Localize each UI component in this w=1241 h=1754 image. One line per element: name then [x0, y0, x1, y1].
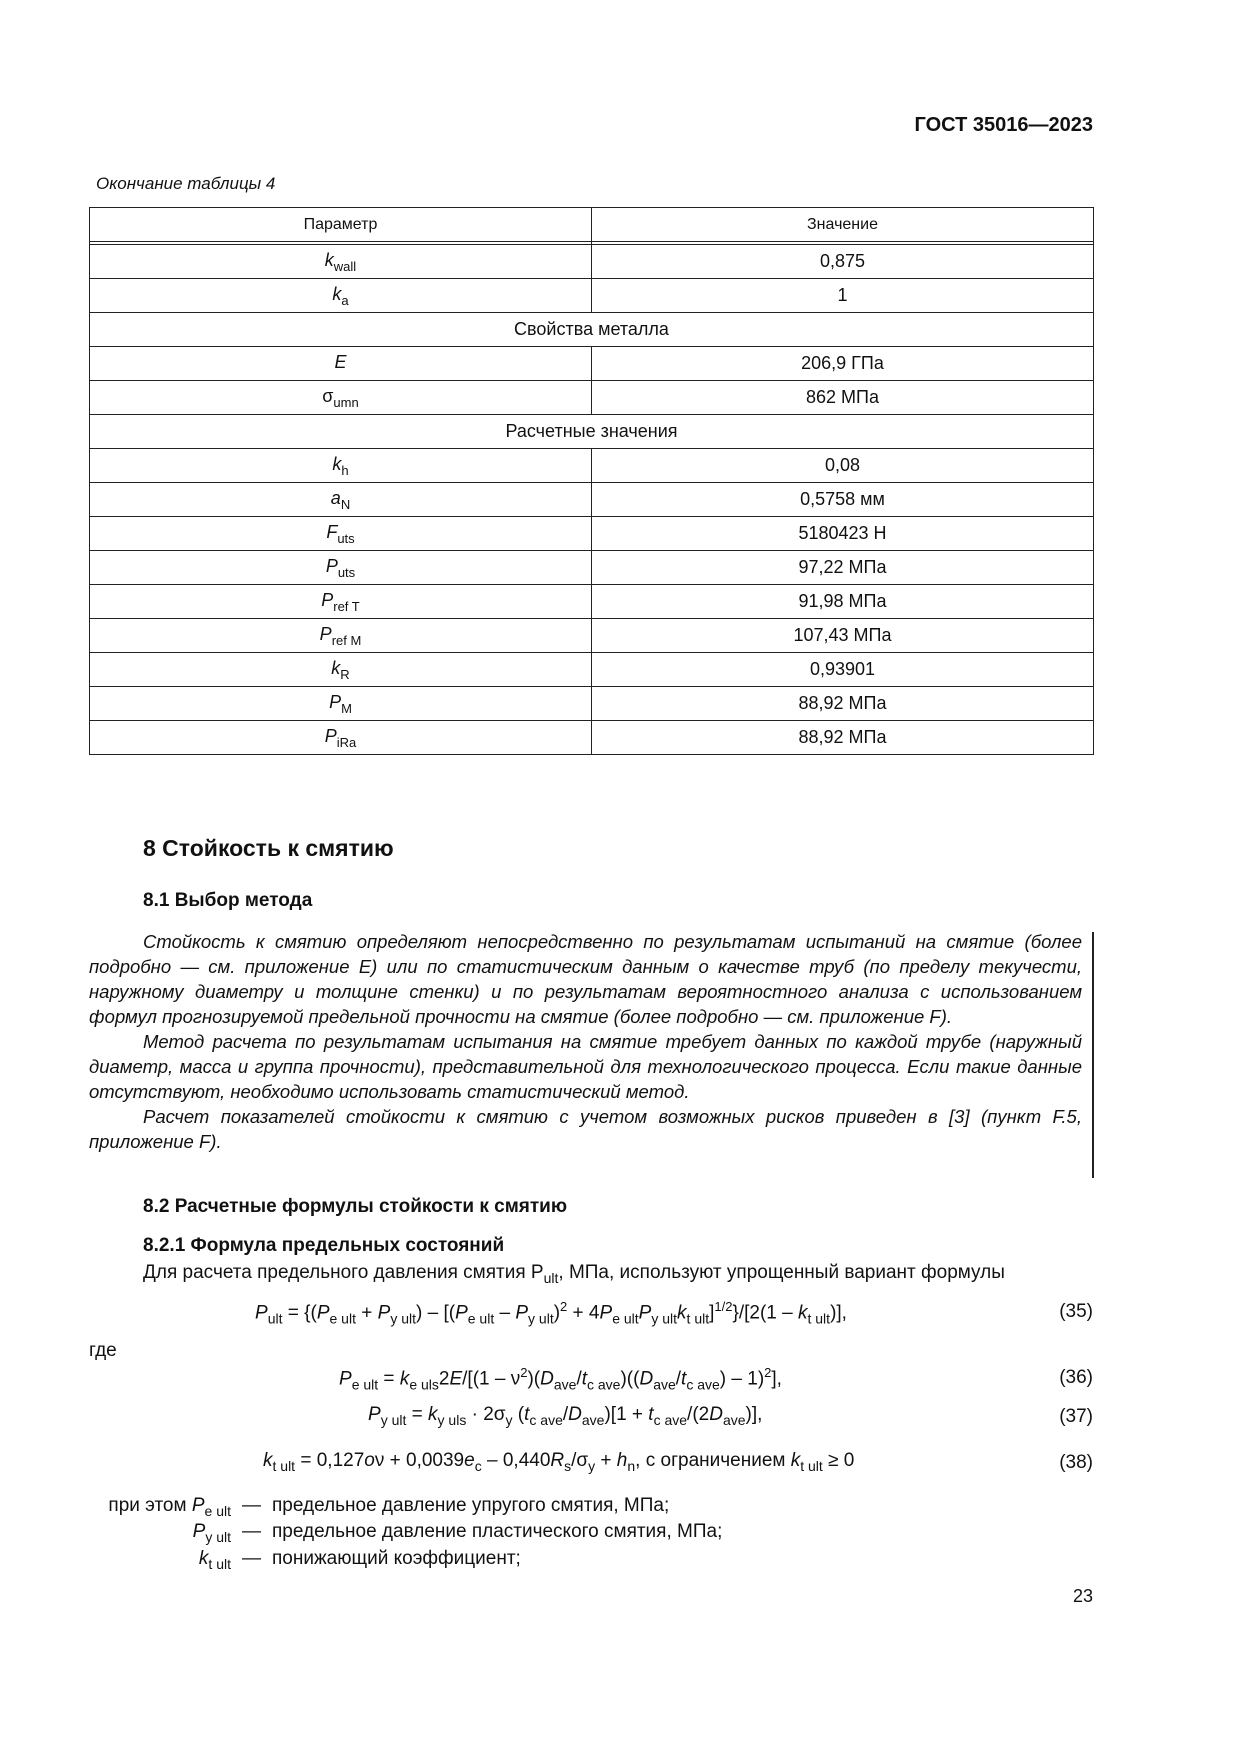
column-header-parameter: Параметр — [90, 208, 592, 242]
method-selection-text — [89, 929, 1082, 1154]
table-row — [90, 245, 1094, 279]
table-row — [90, 721, 1094, 755]
value-cell: 88,92 МПа — [592, 687, 1094, 721]
table-row — [90, 347, 1094, 381]
equation-number: (36) — [1059, 1367, 1093, 1388]
parameter-symbol: P — [321, 589, 334, 610]
parameter-symbol: P — [319, 623, 332, 644]
value-cell: 0,08 — [592, 449, 1094, 483]
section-8-1-heading: 8.1 Выбор метода — [143, 890, 313, 911]
value-cell: 862 МПа — [592, 381, 1094, 415]
parameter-symbol: σ — [322, 385, 334, 406]
paragraph: Расчет показателей стойкости к смятию с учетом возможных рисков приведен в [3] (пункт F.5, приложение F). — [89, 1106, 1082, 1152]
document-code: ГОСТ 35016—2023 — [914, 114, 1093, 136]
parameter-symbol: F — [326, 521, 338, 542]
parameter-subscript: M — [341, 700, 352, 716]
table-section-row — [90, 313, 1094, 347]
formula-37: $P_{y ult} = k_{y uls} \cdot 2\sigma_y$ $(t_{c ave}/D_{ave})[1 + t_{c ave}/(2D_{ave})]$, — [368, 1404, 763, 1428]
definition-text: предельное давление упругого смятия, МПа; — [272, 1495, 670, 1516]
table-row — [90, 279, 1094, 313]
definition-item — [0, 1521, 1241, 1549]
section-label: Свойства металла — [90, 313, 1094, 347]
definition-symbol: k — [198, 1548, 209, 1569]
formula-36: $P_{e ult} = k_{e uls}2E/[(1 - \nu^2)(D_{ave}/t_{c ave})((D_{ave}/t_{c ave}) - 1)^2]$, — [339, 1365, 782, 1393]
parameter-cell — [90, 619, 592, 653]
table-row — [90, 381, 1094, 415]
parameter-subscript: ref M — [331, 632, 362, 648]
definition-text: предельное давление пластического смятия, МПа; — [272, 1521, 723, 1542]
formula-intro — [143, 1262, 1005, 1286]
value-cell: 206,9 ГПа — [592, 347, 1094, 381]
parameter-cell — [90, 721, 592, 755]
table-row — [90, 585, 1094, 619]
parameter-cell — [90, 245, 592, 279]
parameter-cell — [90, 585, 592, 619]
parameter-symbol: k — [332, 283, 342, 304]
table-caption: Окончание таблицы 4 — [96, 174, 276, 193]
parameter-subscript: uts — [337, 564, 356, 580]
definition-item — [0, 1495, 1241, 1523]
equation-number: (37) — [1059, 1406, 1093, 1427]
value-cell: 91,98 МПа — [592, 585, 1094, 619]
section-8-2-1-heading: 8.2.1 Формула предельных состояний — [143, 1235, 505, 1256]
table-row — [90, 517, 1094, 551]
value-cell: 97,22 МПа — [592, 551, 1094, 585]
parameter-subscript: R — [340, 666, 350, 682]
definition-prefix: при этом — [108, 1495, 192, 1516]
paragraph: Метод расчета по результатам испытания на смятие требует данных по каждой трубе (наружный диаметр, масса и группа прочности), представительной для технологического процесса. Если такие данные отсутствуют, необходимо использовать статистический метод. — [89, 1031, 1082, 1102]
table-row — [90, 653, 1094, 687]
value-cell: 5180423 Н — [592, 517, 1094, 551]
definition-symbol: P — [192, 1521, 206, 1542]
parameter-cell — [90, 347, 592, 381]
definition-subscript: y ult — [205, 1529, 231, 1545]
parameter-cell — [90, 687, 592, 721]
parameter-symbol: P — [329, 691, 342, 712]
value-cell: 0,875 — [592, 245, 1094, 279]
formula-38: $k_{t ult} = 0,127o\nu + 0,0039e_c - 0,440R_s/\sigma_y + h_n$, с ограничением $k_{t ult} \ge 0$ — [263, 1450, 855, 1474]
where-label: где — [89, 1340, 117, 1361]
intro-text: Для расчета предельного давления смятия P — [143, 1262, 544, 1283]
parameter-symbol: k — [332, 453, 342, 474]
parameter-symbol: k — [324, 249, 334, 270]
definition-subscript: e ult — [204, 1503, 231, 1519]
equation-number: (38) — [1059, 1452, 1093, 1473]
definition-dash: — — [242, 1548, 261, 1569]
table-row — [90, 687, 1094, 721]
definition-symbol: P — [191, 1495, 205, 1516]
page-number: 23 — [1072, 1586, 1093, 1606]
parameter-cell — [90, 517, 592, 551]
parameter-cell — [90, 449, 592, 483]
parameter-symbol: a — [330, 487, 341, 508]
value-cell: 0,93901 — [592, 653, 1094, 687]
section-8-heading: 8 Стойкость к смятию — [143, 835, 394, 861]
definition-dash: — — [242, 1521, 261, 1542]
parameter-cell — [90, 551, 592, 585]
parameter-cell — [90, 381, 592, 415]
definition-item — [0, 1548, 1241, 1576]
equation-number: (35) — [1059, 1301, 1093, 1322]
section-8-2-heading: 8.2 Расчетные формулы стойкости к смятию — [143, 1196, 568, 1217]
parameter-subscript: ref T — [333, 598, 360, 614]
parameter-subscript: a — [341, 292, 349, 308]
definition-dash: — — [242, 1495, 261, 1516]
parameter-symbol: P — [324, 725, 337, 746]
formula-35: $P_{ult} = \{(P_{e ult} + P_{y ult}) - [(P_{e ult} - P_{y ult})^2 + 4P_{e ult}P_{y ult}k_{t ult}]^{1/2}\}/[2(1 - k_{t ult})]$, — [255, 1299, 847, 1327]
table-row — [90, 449, 1094, 483]
intro-subscript: ult — [543, 1270, 559, 1286]
parameter-cell — [90, 653, 592, 687]
parameter-symbol: P — [325, 555, 338, 576]
value-cell: 1 — [592, 279, 1094, 313]
intro-tail: , МПа, используют упрощенный вариант формулы — [558, 1262, 1005, 1283]
table-row — [90, 483, 1094, 517]
parameter-subscript: N — [340, 496, 351, 512]
definition-text: понижающий коэффициент; — [272, 1548, 521, 1569]
parameter-cell — [90, 279, 592, 313]
parameter-symbol: k — [331, 657, 341, 678]
parameter-subscript: wall — [333, 258, 357, 274]
table-row — [90, 551, 1094, 585]
table-row — [90, 619, 1094, 653]
definition-subscript: t ult — [208, 1556, 231, 1572]
section-label: Расчетные значения — [90, 415, 1094, 449]
value-cell: 107,43 МПа — [592, 619, 1094, 653]
column-header-value: Значение — [592, 208, 1094, 242]
parameter-subscript: umn — [333, 394, 359, 410]
parameter-cell — [90, 483, 592, 517]
value-cell: 88,92 МПа — [592, 721, 1094, 755]
table-section-row — [90, 415, 1094, 449]
paragraph: Стойкость к смятию определяют непосредственно по результатам испытаний на смятие (более подробно — см. приложение E) или по статистическим данным о качестве труб (по пределу текучести, наружному диаметру и толщине стенки) и по результатам вероятностного анализа с использованием формул прогнозируемой предельной прочности на смятие (более подробно — см. приложение F). — [89, 931, 1082, 1027]
parameter-subscript: uts — [337, 530, 355, 546]
parameter-subscript: h — [341, 462, 349, 478]
parameter-symbol: E — [334, 351, 347, 372]
value-cell: 0,5758 мм — [592, 483, 1094, 517]
change-bar — [1092, 932, 1094, 1178]
parameters-table — [89, 207, 1094, 755]
parameter-subscript: iRa — [336, 734, 357, 750]
